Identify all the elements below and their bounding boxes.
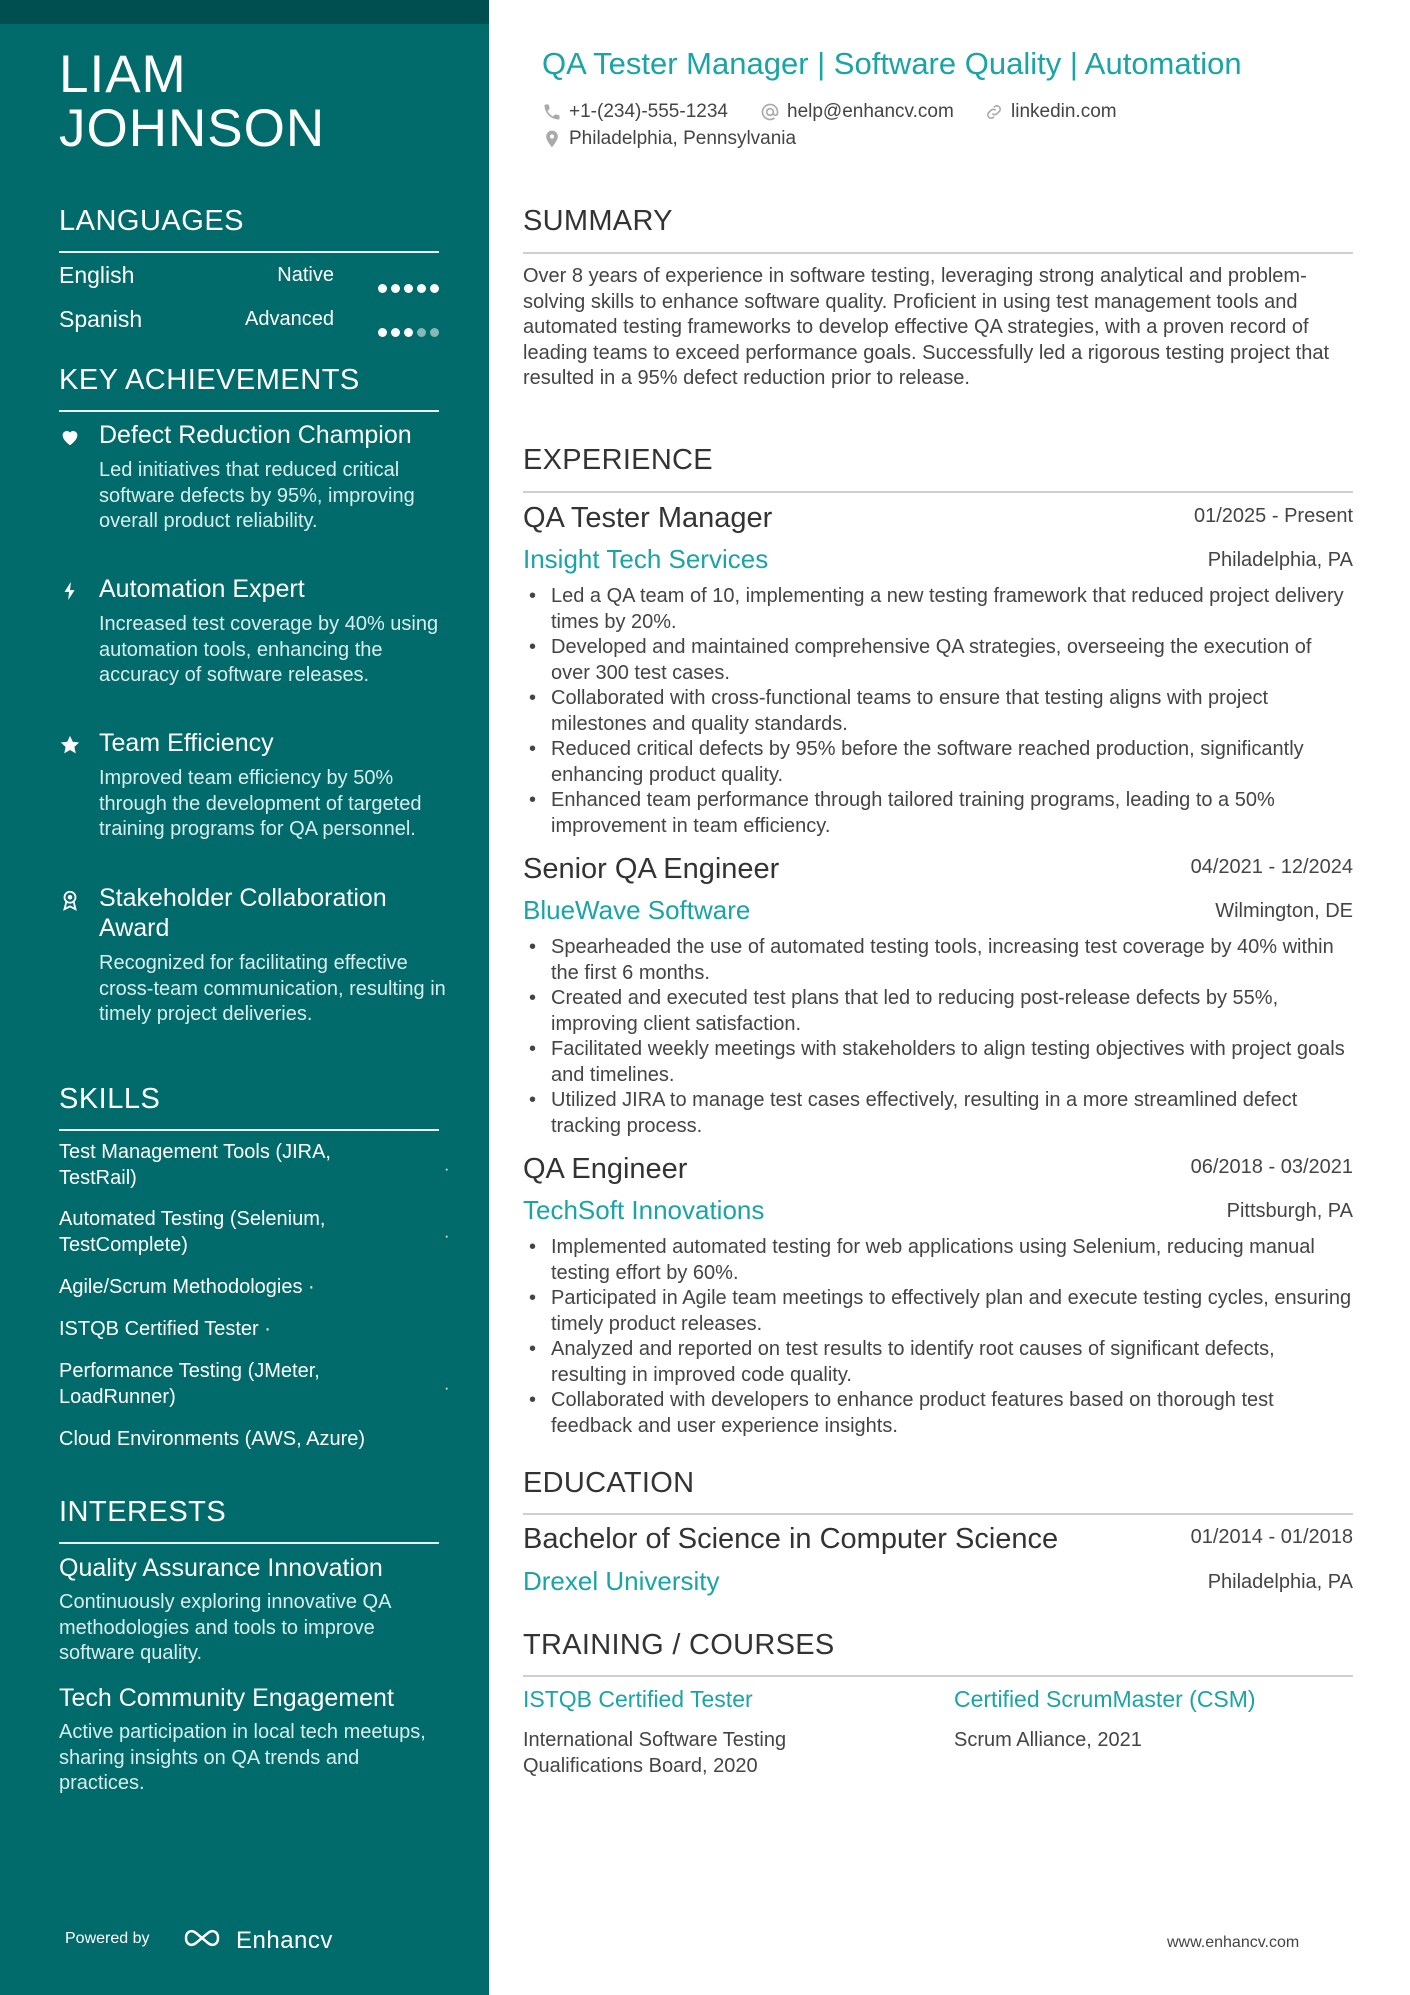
divider [523, 252, 1353, 254]
name-first: LIAM [59, 45, 187, 104]
skill-item [59, 1274, 449, 1300]
skill-separator: · [444, 1161, 450, 1178]
skill-label: Automated Testing (Selenium, TestComplete) [59, 1208, 326, 1256]
job-company[interactable]: BlueWave Software [523, 895, 751, 925]
job-location: Philadelphia, PA [1207, 549, 1353, 571]
skill-item [59, 1426, 449, 1452]
job-bullets [523, 1235, 1353, 1439]
school-name[interactable]: Drexel University [523, 1566, 720, 1596]
rating-dot-filled [378, 328, 387, 337]
course-title[interactable]: ISTQB Certified Tester [523, 1686, 753, 1712]
job-bullet: • Led a QA team of 10, implementing a new testing framework that reduced project delivery times by 20%. [523, 584, 1353, 635]
award-icon [59, 889, 81, 911]
sidebar-top-bar [0, 0, 489, 24]
divider [59, 1542, 439, 1544]
job-bullet: • Developed and maintained comprehensive QA strategies, overseeing the execution of over 300 test cases. [523, 635, 1353, 686]
skill-label: ISTQB Certified Tester [59, 1318, 259, 1340]
skill-separator: · [308, 1276, 315, 1298]
divider [59, 410, 439, 412]
achievement-desc: Increased test coverage by 40% using automation tools, enhancing the accuracy of software releases. [99, 613, 439, 686]
interest-desc: Continuously exploring innovative QA methodologies and tools to improve software quality. [59, 1591, 391, 1664]
linkedin-link[interactable]: linkedin.com [1011, 101, 1117, 122]
course-desc: Scrum Alliance, 2021 [954, 1729, 1142, 1751]
school-location: Philadelphia, PA [1207, 1571, 1353, 1593]
job-bullet: • Enhanced team performance through tailored training programs, leading to a 50% improvement in team efficiency. [523, 788, 1353, 839]
skill-separator: · [444, 1228, 450, 1245]
rating-dot-filled [430, 284, 439, 293]
experience-title: EXPERIENCE [523, 444, 713, 476]
skill-separator: · [264, 1318, 271, 1340]
location-text: Philadelphia, Pennsylvania [569, 128, 797, 149]
interests-title: INTERESTS [59, 1496, 227, 1528]
sidebar [0, 0, 489, 1995]
achievement-title: Defect Reduction Champion [99, 421, 412, 449]
rating-dot-filled [378, 284, 387, 293]
heart-icon [59, 426, 81, 448]
skill-separator: · [444, 1380, 450, 1397]
language-level: Native [277, 264, 334, 286]
language-name: Spanish [59, 306, 143, 332]
rating-dot-filled [391, 328, 400, 337]
job-bullet: • Spearheaded the use of automated testing tools, increasing test coverage by 40% within the first 6 months. [523, 935, 1353, 986]
name-last: JOHNSON [59, 99, 326, 158]
skill-label: Cloud Environments (AWS, Azure) [59, 1428, 366, 1450]
job-title: QA Tester Manager [523, 502, 773, 534]
achievement-desc: Recognized for facilitating effective cross-team communication, resulting in timely project deliveries. [99, 952, 446, 1025]
star-icon [59, 734, 81, 756]
job-bullet: • Utilized JIRA to manage test cases effectively, resulting in a more streamlined defect tracking process. [523, 1088, 1353, 1139]
email-icon [760, 102, 780, 122]
divider [523, 491, 1353, 493]
degree-title: Bachelor of Science in Computer Science [523, 1523, 1059, 1555]
summary-title: SUMMARY [523, 205, 673, 237]
divider [523, 1675, 1353, 1677]
job-bullet: • Analyzed and reported on test results to identify root causes of significant defects, resulting in improved code quality. [523, 1337, 1353, 1388]
achievement-title: Team Efficiency [99, 729, 274, 757]
skill-label: Performance Testing (JMeter, LoadRunner) [59, 1360, 320, 1408]
phone-text[interactable]: +1-(234)-555-1234 [569, 101, 728, 122]
course-title[interactable]: Certified ScrumMaster (CSM) [954, 1686, 1256, 1712]
skill-label: Agile/Scrum Methodologies [59, 1276, 303, 1298]
link-icon [984, 102, 1004, 122]
job-bullet: • Facilitated weekly meetings with stakeholders to align testing objectives with project goals and timelines. [523, 1037, 1353, 1088]
education-dates: 01/2014 - 01/2018 [1190, 1526, 1353, 1548]
enhancv-brand: Enhancv [236, 1927, 333, 1954]
languages-title: LANGUAGES [59, 205, 244, 237]
job-bullet: • Collaborated with developers to enhance product features based on thorough test feedback and user experience insights. [523, 1388, 1353, 1439]
job-location: Wilmington, DE [1215, 900, 1353, 922]
education-title: EDUCATION [523, 1467, 695, 1499]
job-location: Pittsburgh, PA [1226, 1200, 1353, 1222]
job-dates: 04/2021 - 12/2024 [1190, 856, 1353, 878]
job-title: Senior QA Engineer [523, 853, 780, 885]
language-row [59, 262, 439, 292]
candidate-name [59, 45, 326, 158]
job-dates: 06/2018 - 03/2021 [1190, 1156, 1353, 1178]
skill-item [59, 1358, 449, 1410]
bolt-icon [59, 580, 81, 602]
achievements-title: KEY ACHIEVEMENTS [59, 364, 360, 396]
skill-item [59, 1316, 449, 1342]
rating-dot-filled [417, 284, 426, 293]
email-link[interactable]: help@enhancv.com [787, 101, 954, 122]
interest-title: Quality Assurance Innovation [59, 1554, 383, 1582]
rating-dot-filled [404, 328, 413, 337]
rating-dot-filled [391, 284, 400, 293]
job-bullet: • Created and executed test plans that led to reducing post-release defects by 55%, improving client satisfaction. [523, 986, 1353, 1037]
skill-item [59, 1206, 449, 1258]
language-level: Advanced [245, 308, 334, 330]
skill-item [59, 1139, 449, 1191]
achievement-title: Stakeholder Collaboration Award [99, 884, 387, 942]
job-bullet: • Reduced critical defects by 95% before the software reached production, significantly enhancing product quality. [523, 737, 1353, 788]
job-company[interactable]: Insight Tech Services [523, 544, 769, 574]
divider [59, 1129, 439, 1131]
phone-icon [542, 102, 562, 122]
job-bullet: • Collaborated with cross-functional teams to ensure that testing aligns with project milestones and quality standards. [523, 686, 1353, 737]
job-dates: 01/2025 - Present [1194, 505, 1353, 527]
divider [59, 251, 439, 253]
job-company[interactable]: TechSoft Innovations [523, 1195, 765, 1225]
job-title: QA Engineer [523, 1153, 688, 1185]
powered-by-label: Powered by [65, 1930, 150, 1947]
rating-dot-empty [417, 328, 426, 337]
job-bullets [523, 935, 1353, 1139]
job-bullet: • Participated in Agile team meetings to effectively plan and execute testing cycles, ensuring timely product releases. [523, 1286, 1353, 1337]
interest-title: Tech Community Engagement [59, 1684, 394, 1712]
skill-label: Test Management Tools (JIRA, TestRail) [59, 1141, 331, 1189]
achievement-title: Automation Expert [99, 575, 305, 603]
interest-desc: Active participation in local tech meetups, sharing insights on QA trends and practices. [59, 1721, 426, 1794]
rating-dot-empty [430, 328, 439, 337]
headline: QA Tester Manager | Software Quality | Automation [542, 46, 1242, 81]
enhancv-logo-icon [182, 1918, 232, 1958]
course-desc: International Software Testing Qualifications Board, 2020 [523, 1729, 787, 1777]
language-rating [374, 272, 439, 299]
job-bullets [523, 584, 1353, 839]
rating-dot-filled [404, 284, 413, 293]
language-name: English [59, 262, 135, 288]
achievement-desc: Improved team efficiency by 50% through the development of targeted training programs for QA personnel. [99, 767, 422, 840]
training-title: TRAINING / COURSES [523, 1629, 835, 1661]
summary-text: Over 8 years of experience in software testing, leveraging strong analytical and problem-solving skills to enhance software quality. Proficient in using test management tools and automated testing frameworks to develop effective QA strategies, with a proven record of leading teams to exceed performance goals. Successfully led a rigorous testing project that resulted in a 95% defect reduction prior to release. [523, 265, 1329, 389]
divider [523, 1513, 1353, 1515]
language-rating [374, 316, 439, 343]
location-pin-icon [542, 129, 562, 149]
skills-title: SKILLS [59, 1083, 161, 1115]
language-row [59, 306, 439, 336]
achievement-desc: Led initiatives that reduced critical software defects by 95%, improving overall product reliability. [99, 459, 415, 532]
job-bullet: • Implemented automated testing for web applications using Selenium, reducing manual testing effort by 60%. [523, 1235, 1353, 1286]
footer-url[interactable]: www.enhancv.com [1167, 1934, 1300, 1951]
